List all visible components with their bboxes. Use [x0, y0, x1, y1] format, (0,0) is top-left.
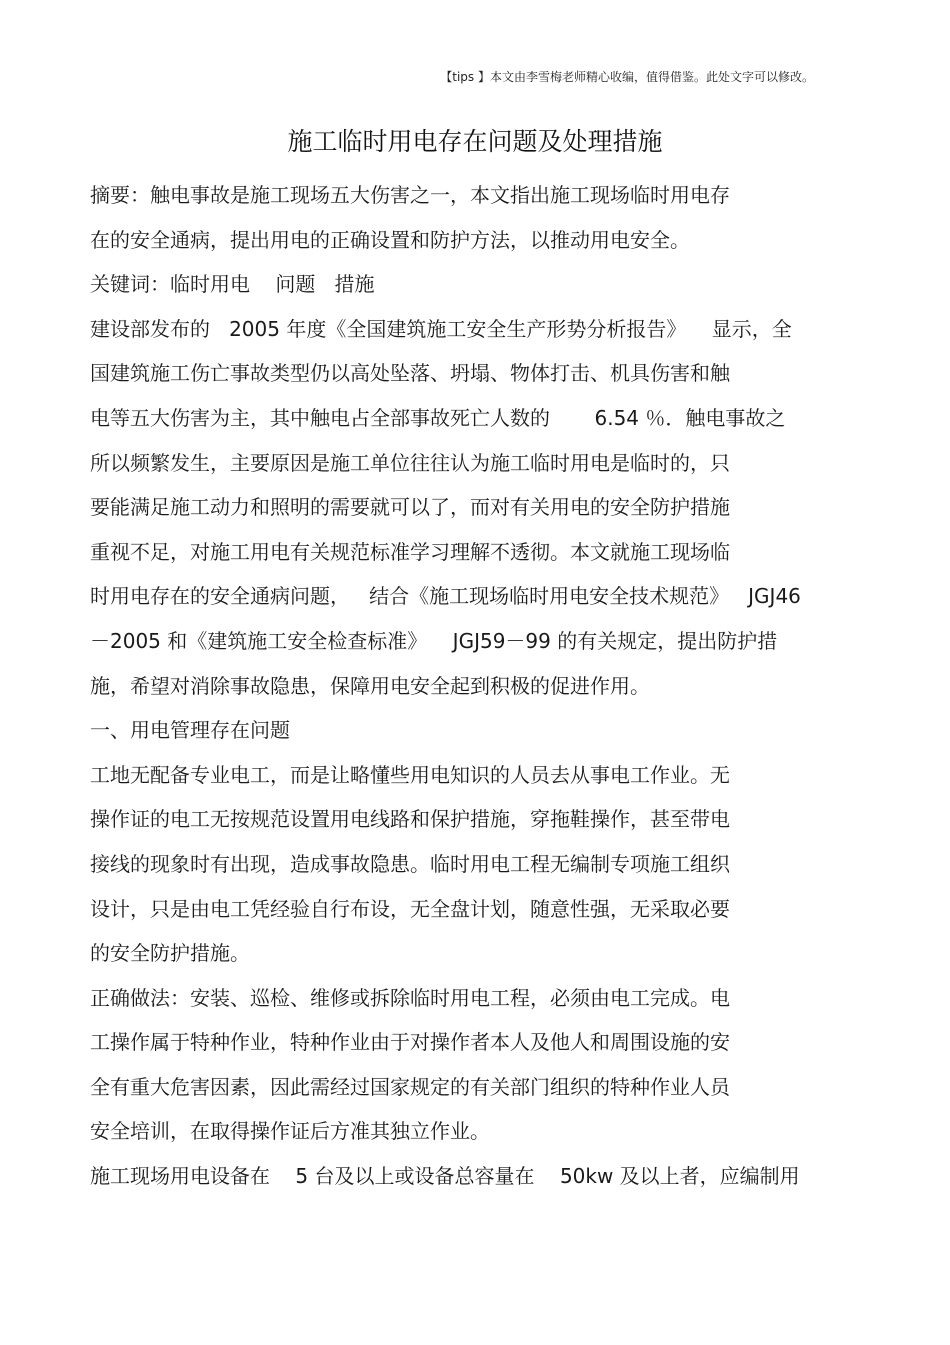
body-line: 要能满足施工动力和照明的需要就可以了，而对有关用电的安全防护措施 [90, 495, 730, 520]
body-line: 工操作属于特种作业，特种作业由于对操作者本人及他人和周围设施的安 [90, 1030, 730, 1055]
body-line: 摘要：触电事故是施工现场五大伤害之一，本文指出施工现场临时用电存 [90, 183, 730, 207]
body-line: 电等五大伤害为主，其中触电占全部事故死亡人数的 6.54 ％．触电事故之 [90, 405, 786, 430]
body-line: 施，希望对消除事故隐患，保障用电安全起到积极的促进作用。 [90, 673, 650, 698]
body-line: 在的安全通病，提出用电的正确设置和防护方法，以推动用电安全。 [90, 227, 690, 252]
body-line: 所以频繁发生，主要原因是施工单位往往认为施工临时用电是临时的，只 [90, 450, 730, 475]
body-line: 接线的现象时有出现，造成事故隐患。临时用电工程无编制专项施工组织 [90, 851, 730, 876]
section-heading: 一、用电管理存在问题 [90, 718, 290, 743]
body-line: 建设部发布的 2005 年度《全国建筑施工安全生产形势分析报告》 显示，全 [90, 316, 792, 341]
body-line: 操作证的电工无按规范设置用电线路和保护措施，穿拖鞋操作，甚至带电 [90, 807, 730, 832]
body-line: 工地无配备专业电工，而是让略懂些用电知识的人员去从事电工作业。无 [90, 762, 730, 787]
body-line: 正确做法：安装、巡检、维修或拆除临时用电工程，必须由电工完成。电 [90, 985, 730, 1010]
body-line: 安全培训，在取得操作证后方准其独立作业。 [90, 1119, 490, 1144]
document-title: 施工临时用电存在问题及处理措施 [287, 127, 663, 156]
body-line: 时用电存在的安全通病问题， 结合《施工现场临时用电安全技术规范》 JGJ46 [90, 584, 801, 609]
body-line: 施工现场用电设备在 5 台及以上或设备总容量在 50kw 及以上者，应编制用 [90, 1164, 800, 1189]
body-line: 的安全防护措施。 [90, 941, 250, 966]
body-line: 国建筑施工伤亡事故类型仍以高处坠落、坍塌、物体打击、机具伤害和触 [90, 361, 730, 386]
body-line: 重视不足，对施工用电有关规范标准学习理解不透彻。本文就施工现场临 [90, 539, 730, 564]
tips-header: 【tips 】本文由李雪梅老师精心收编，值得借鉴。此处文字可以修改。 [440, 70, 814, 84]
body-line: －2005 和《建筑施工安全检查标准》 JGJ59－99 的有关规定，提出防护措 [90, 628, 778, 653]
document-body [90, 176, 870, 1202]
body-line: 关键词：临时用电 问题 措施 [90, 272, 375, 297]
body-line: 全有重大危害因素，因此需经过国家规定的有关部门组织的特种作业人员 [90, 1074, 730, 1099]
body-line: 设计，只是由电工凭经验自行布设，无全盘计划，随意性强，无采取必要 [90, 896, 730, 921]
